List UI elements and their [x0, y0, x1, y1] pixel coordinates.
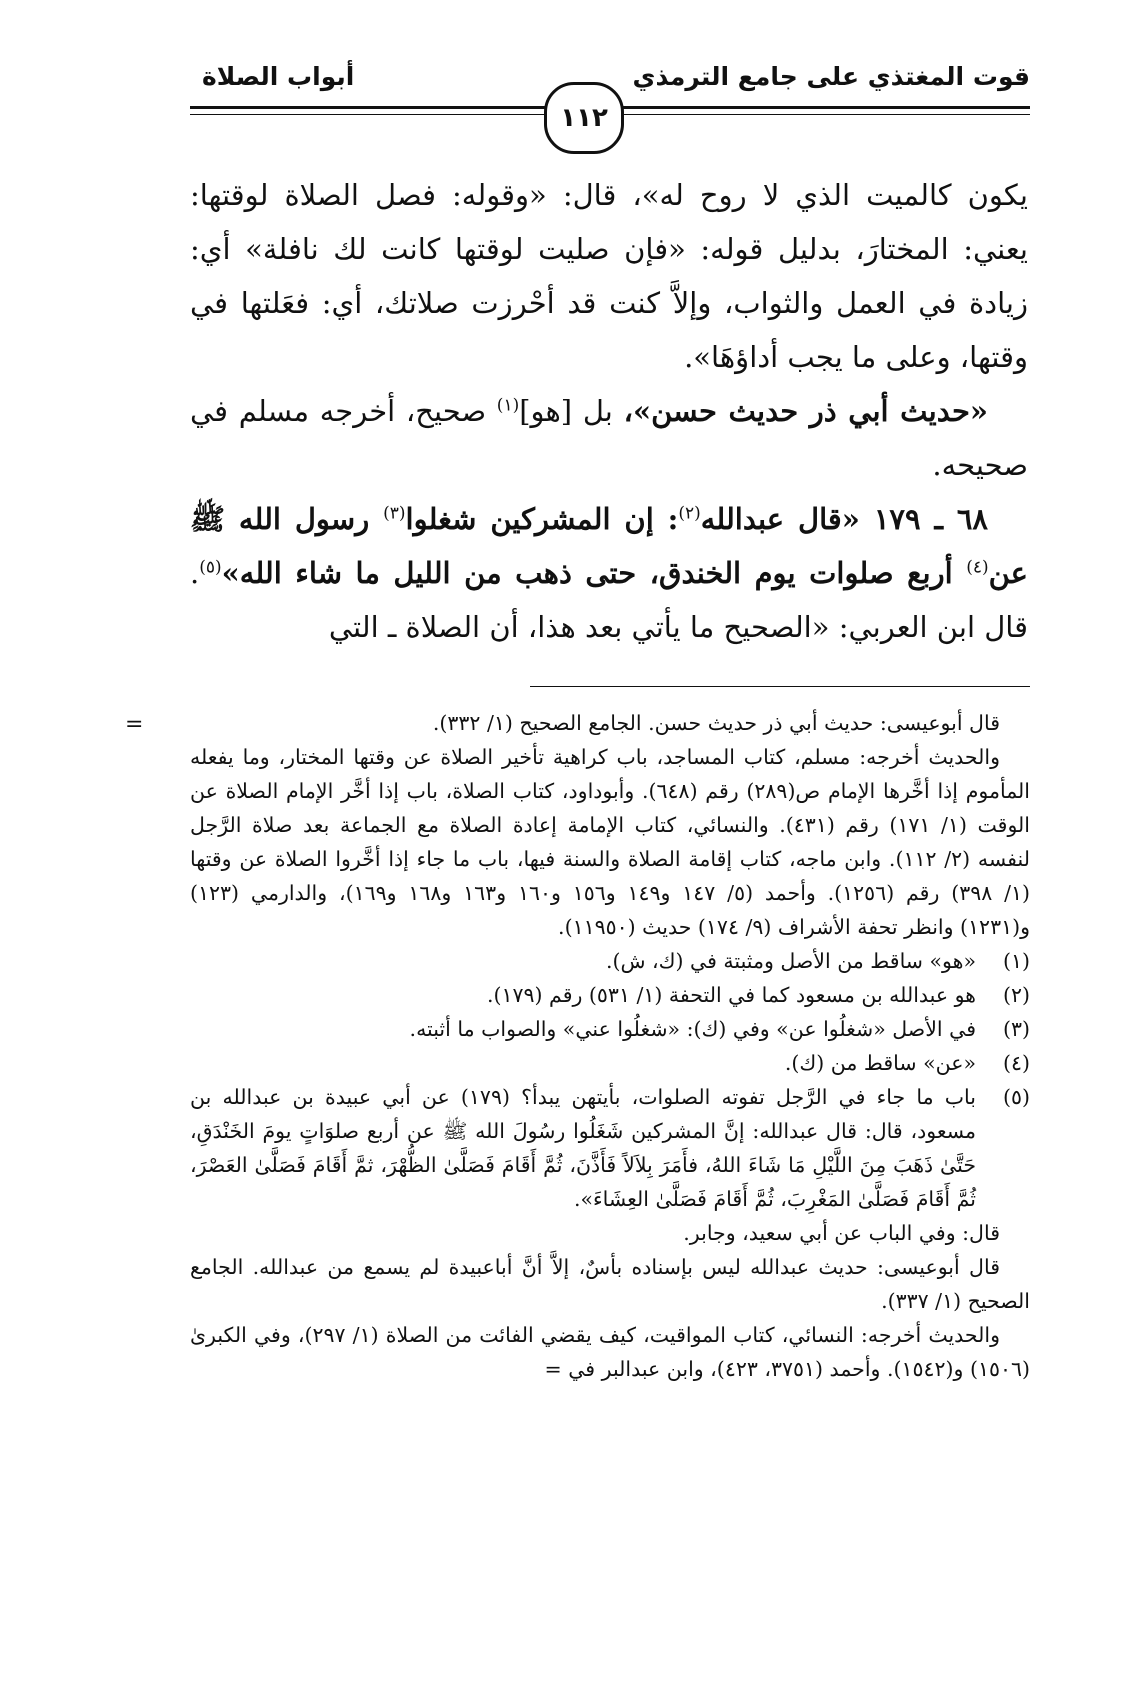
footnote-continued: قال أبوعيسى: حديث أبي ذر حديث حسن. الجامع الصحيح (١/ ٣٣٢).	[432, 711, 1000, 735]
footnote-number: (٢)	[1002, 983, 1030, 1007]
footnote-separator	[530, 686, 1030, 687]
page-number-text: ١١٢	[560, 103, 608, 133]
footnote-ref-4: (٤)	[966, 557, 989, 578]
hadith-text: رسول الله ﷺ عن	[190, 502, 1028, 590]
continuation-mark: =	[125, 712, 144, 737]
footnote-4	[190, 1046, 1030, 1080]
footnote-3	[190, 1012, 1030, 1046]
footnote-ref-2: (٢)	[678, 503, 701, 524]
body-text: . قال ابن العربي: «الصحيح ما يأتي بعد هذا، أن الصلاة ـ التي	[190, 556, 1028, 644]
hadith-text: : إن المشركين شغلوا	[405, 502, 679, 536]
body-text: صحيح، أخرجه مسلم في صحيحه.	[190, 394, 1028, 482]
footnote-5-continued: قال أبوعيسى: حديث عبدالله ليس بإسناده بأسٌ، إلاَّ أنَّ أباعبيدة لم يسمع من عبدالله. الجامع الصحيح (١/ ٣٣٧).	[190, 1255, 1030, 1313]
footnote-5-continued: قال: وفي الباب عن أبي سعيد، وجابر.	[683, 1221, 1000, 1245]
body-paragraph-3	[190, 492, 1028, 654]
footnote-number: (٤)	[1002, 1051, 1030, 1075]
footnotes	[190, 706, 1030, 1386]
footnote-ref-5: (٥)	[199, 557, 222, 578]
hadith-grade-quote: «حديث أبي ذر حديث حسن»،	[623, 394, 989, 428]
hadith-text: «قال عبدالله	[700, 502, 860, 536]
footnote-text: هو عبدالله بن مسعود كما في التحفة (١/ ٥٣١) رقم (١٧٩).	[486, 983, 976, 1007]
footnote-2	[190, 978, 1030, 1012]
footnote-ref-1: (١)	[496, 395, 520, 416]
footnote-text: في الأصل «شغلُوا عن» وفي (ك): «شغلُوا عني» والصواب ما أثبته.	[409, 1017, 976, 1041]
footnote-text: «عن» ساقط من (ك).	[784, 1051, 976, 1075]
main-text	[190, 168, 1028, 654]
body-paragraph-2	[190, 384, 1028, 492]
footnote-5-continued: والحديث أخرجه: النسائي، كتاب المواقيت، كيف يقضي الفائت من الصلاة (١/ ٢٩٧)، وفي الكبرىٰ (١٥٠٦) و(١٥٤٢). وأحمد (٣٧٥١، ٤٢٣)، وابن عبدالبر في =	[190, 1323, 1030, 1381]
running-title-section: أبواب الصلاة	[202, 62, 355, 91]
footnote-continued: والحديث أخرجه: مسلم، كتاب المساجد، باب كراهية تأخير الصلاة عن وقتها المختار، وما يفعله المأموم إذا أخَّرها الإمام ص(٢٨٩) رقم (٦٤٨). وأبوداود، كتاب الصلاة، باب إذا أخَّر الإمام الصلاة عن الوقت (١/ ١٧١) رقم (٤٣١). والنسائي، كتاب الإمامة إعادة الصلاة مع الجماعة بعد صلاة الرَّجل لنفسه (٢/ ١١٢). وابن ماجه، كتاب إقامة الصلاة والسنة فيها، باب ما جاء إذا أخَّروا الصلاة عن وقتها (١/ ٣٩٨) رقم (١٢٥٦). وأحمد (٥/ ١٤٧ و١٤٩ و١٥٦ و١٦٠ و١٦٣ و١٦٨ و١٦٩)، والدارمي (١٢٣) و(١٢٣١) وانظر تحفة الأشراف (٩/ ١٧٤) حديث (١١٩٥٠).	[190, 745, 1031, 939]
footnote-number: (٣)	[1002, 1017, 1030, 1041]
footnote-1	[190, 944, 1030, 978]
hadith-text: أربع صلوات يوم الخندق، حتى ذهب من الليل ما شاء الله»	[221, 556, 967, 590]
page-number	[544, 82, 624, 154]
body-paragraph-1: يكون كالميت الذي لا روح له»، قال: «وقوله: فصل الصلاة لوقتها: يعني: المختارَ، بدليل قوله: «فإن صليت لوقتها كانت لك نافلة» أي: زيادة في العمل والثواب، وإلاَّ كنت قد أحْرزت صلاتك، أي: فعَلتها في وقتها، وعلى ما يجب أداؤهَا».	[190, 178, 1028, 374]
body-text: بل [هو]	[519, 394, 624, 428]
footnote-number: (٥)	[1002, 1085, 1030, 1109]
footnote-text: «هو» ساقط من الأصل ومثبتة في (ك، ش).	[605, 949, 976, 973]
footnote-number: (١)	[1002, 949, 1030, 973]
footnote-text: باب ما جاء في الرَّجل تفوته الصلوات، بأيتهن يبدأ؟ (١٧٩) عن أبي عبيدة بن عبدالله بن مسعود، قال: قال عبدالله: إنَّ المشركين شَغَلُوا رسُولَ الله ﷺ عن أربع صلوَاتٍ يومَ الخَنْدَقِ، حَتَّىٰ ذَهَبَ مِنَ اللَّيْلِ مَا شَاءَ اللهُ، فأَمَرَ بِلاَلاً فَأَذَّنَ، ثُمَّ أَقَامَ فَصَلَّىٰ الظُّهْرَ، ثمَّ أَقَامَ فَصَلَّىٰ العَصْرَ، ثُمَّ أَقَامَ فَصَلَّىٰ المَغْرِبَ، ثُمَّ أَقَامَ فَصَلَّىٰ العِشَاءَ».	[190, 1085, 976, 1211]
footnote-5	[190, 1080, 1030, 1216]
footnote-ref-3: (٣)	[383, 503, 406, 524]
running-title-book: قوت المغتذي على جامع الترمذي	[632, 62, 1030, 91]
hadith-number: ٦٨ ـ ١٧٩	[859, 502, 988, 536]
